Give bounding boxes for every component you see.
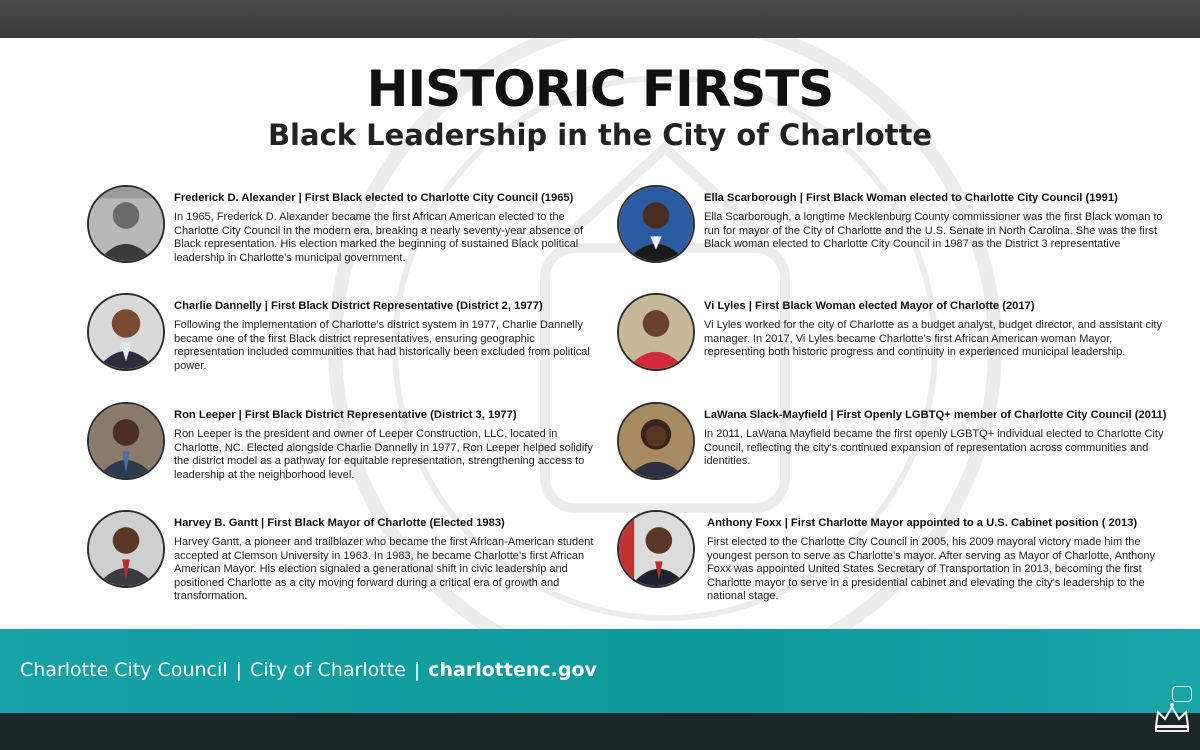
entry-body: Vi Lyles worked for the city of Charlotte as a budget analyst, budget director, and assistant city manager. In 2017, Vi Lyles became Charlotte’s first African American woman Mayor, representing both historic progress and continuity in experienced municipal leadership. — [704, 319, 1162, 359]
slide — [0, 38, 1200, 629]
entry-heading: Vi Lyles | First Black Woman elected Mayor of Charlotte (2017) — [704, 300, 1035, 312]
portrait-photo — [619, 187, 693, 261]
entry-heading: Harvey B. Gantt | First Black Mayor of Charlotte (Elected 1983) — [174, 517, 505, 529]
window-top-bar — [0, 0, 1200, 38]
entry-body: Following the implementation of Charlotte’s district system in 1977, Charlie Dannelly became one of the first Black district representatives, ensuring geographic representation included communities that had historically been excluded from political power. — [174, 319, 590, 372]
entry-body: In 1965, Frederick D. Alexander became the first African American elected to the Charlotte City Council in the modern era, breaking a nearly seventy-year absence of Black representation. His election marked the beginning of sustained Black political leadership in Charlotte’s municipal government. — [174, 211, 584, 264]
page-title: HISTORIC FIRSTS — [366, 60, 834, 118]
entry-body: In 2011, LaWana Mayfield became the first openly LGBTQ+ individual elected to Charlotte City Council, reflecting the city’s continued expansion of representation across communities and identities. — [704, 428, 1164, 468]
portrait-photo — [619, 404, 693, 478]
avatar — [617, 402, 695, 480]
portrait-photo — [89, 295, 163, 369]
avatar — [617, 185, 695, 263]
avatar — [87, 402, 165, 480]
avatar — [87, 510, 165, 588]
entry-heading: Ella Scarborough | First Black Woman elected to Charlotte City Council (1991) — [704, 192, 1118, 204]
entry-heading: Frederick D. Alexander | First Black elected to Charlotte City Council (1965) — [174, 192, 574, 204]
entry-heading: LaWana Slack-Mayfield | First Openly LGBTQ+ member of Charlotte City Council (2011) — [704, 409, 1167, 421]
page-subtitle: Black Leadership in the City of Charlotte — [267, 118, 933, 152]
entry-heading: Charlie Dannelly | First Black District Representative (District 2, 1977) — [174, 300, 543, 312]
entry-body: Ron Leeper is the president and owner of Leeper Construction, LLC, located in Charlotte, NC. Elected alongside Charlie Dannelly in 1977, Ron Leeper helped solidify the district model as a pathway for equitable representation, strengthening access to leadership at the neighborhood level. — [174, 428, 593, 481]
avatar — [617, 510, 695, 588]
portrait-photo — [89, 404, 163, 478]
footer-org: Charlotte City Council — [20, 659, 228, 681]
footer-text — [20, 659, 597, 681]
window-bottom-bar — [0, 713, 1200, 750]
portrait-photo — [89, 512, 163, 586]
avatar — [617, 293, 695, 371]
portrait-photo — [89, 187, 163, 261]
avatar — [87, 293, 165, 371]
footer-separator: | — [413, 659, 421, 681]
footer-separator: | — [235, 659, 242, 681]
entry-body: Ella Scarborough, a longtime Mecklenburg County commissioner was the first Black woman to run for mayor of the City of Charlotte and the U.S. Senate in North Carolina. She was the first Black woman elected to Charlotte City Council in 1987 as the District 3 representative — [704, 211, 1163, 251]
entry-body: First elected to the Charlotte City Council in 2005, his 2009 mayoral victory made him the youngest person to serve as Charlotte’s mayor. After serving as Mayor of Charlotte, Anthony Foxx was appointed United States Secretary of Transportation in 2013, becoming the first Charlotte mayor to serve in a presidential cabinet and elevating the city’s leadership to the national stage. — [707, 536, 1155, 603]
avatar — [87, 185, 165, 263]
portrait-photo — [619, 512, 693, 586]
portrait-photo — [619, 295, 693, 369]
footer-url-link[interactable]: charlottenc.gov — [428, 659, 597, 681]
entry-body: Harvey Gantt, a pioneer and trailblazer who became the first African-American student accepted at Clemson University in 1963. In 1983, he became Charlotte’s first African American Mayor. His election signaled a generational shift in civic leadership and positioned Charlotte as a city moving forward during a critical era of growth and transformation. — [174, 536, 594, 603]
crown-icon — [1152, 700, 1192, 734]
entry-heading: Ron Leeper | First Black District Representative (District 3, 1977) — [174, 409, 517, 421]
footer-banner — [0, 629, 1200, 713]
footer-city: City of Charlotte — [249, 659, 406, 681]
entry-heading: Anthony Foxx | First Charlotte Mayor appointed to a U.S. Cabinet position ( 2013) — [707, 517, 1138, 529]
